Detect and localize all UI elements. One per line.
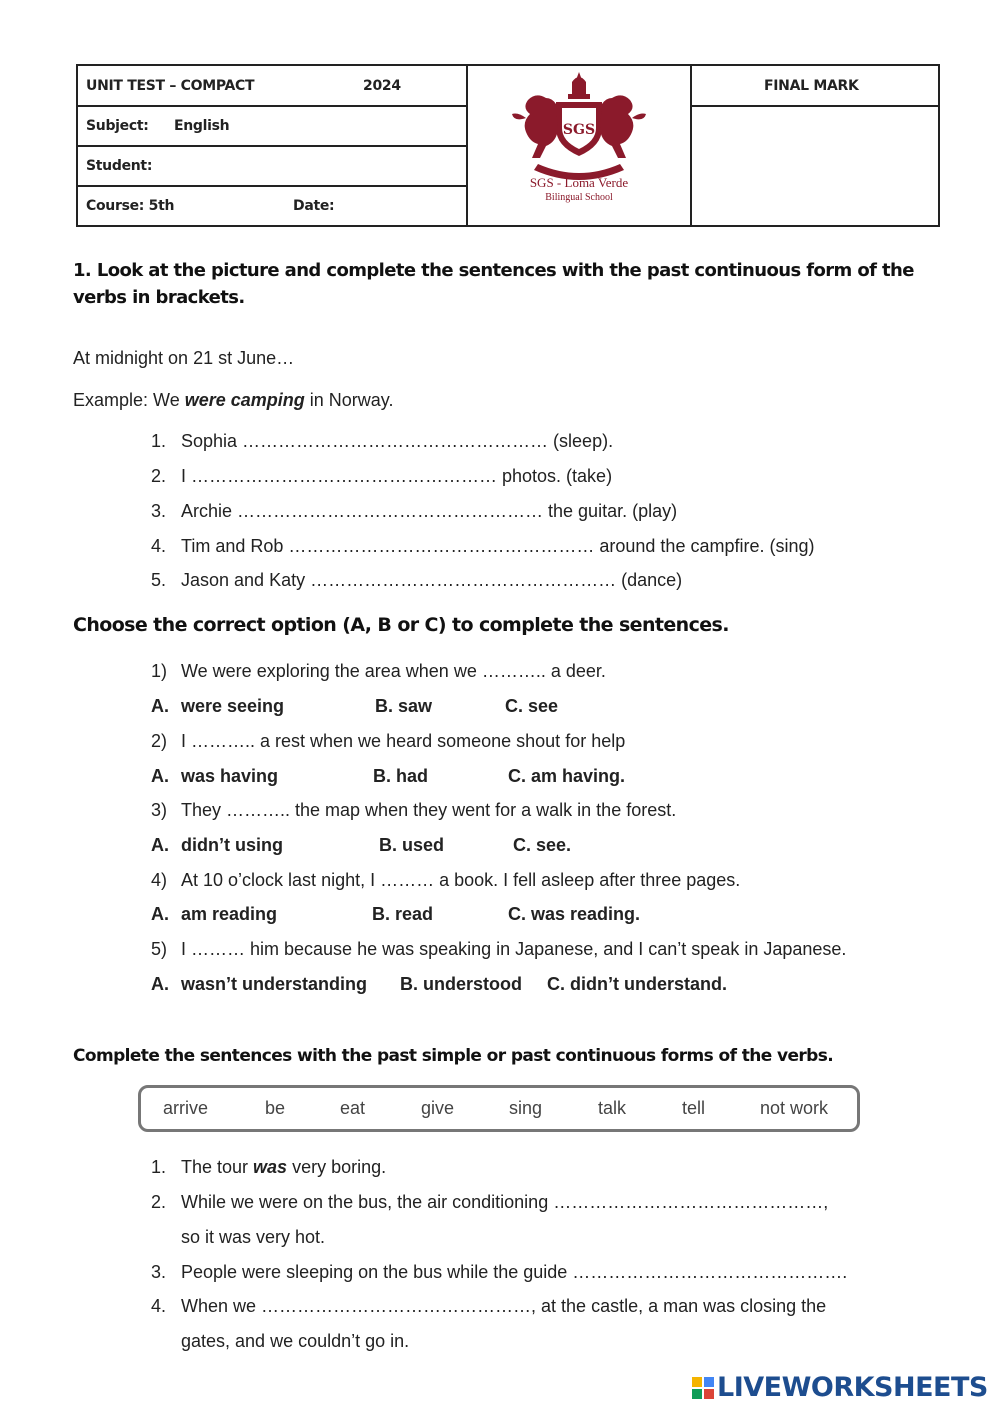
- s3-item-text[interactable]: People were sleeping on the bus while the guide ……………………………………….: [181, 1262, 848, 1282]
- word-bank-item: sing: [509, 1098, 543, 1118]
- header-divider: [690, 66, 692, 225]
- s3-item-num: 3.: [151, 1262, 167, 1282]
- test-title: UNIT TEST – COMPACT: [86, 78, 255, 94]
- s3-item-example: [181, 1157, 386, 1178]
- header-row-line: [78, 105, 468, 107]
- section2-heading: Choose the correct option (A, B or C) to complete the sentences.: [73, 614, 729, 636]
- option-a-prefix: A.: [151, 766, 169, 786]
- word-bank-item: talk: [598, 1098, 627, 1118]
- s3-item-text[interactable]: When we ………………………………………, at the castle, a man was closing the: [181, 1296, 827, 1316]
- word-bank-item: be: [265, 1098, 286, 1118]
- option-a[interactable]: didn’t using: [181, 835, 283, 855]
- option-c[interactable]: C. am having.: [508, 766, 626, 786]
- s3-item-text-cont: so it was very hot.: [181, 1227, 326, 1247]
- s3-item-text[interactable]: While we were on the bus, the air conditioning ………………………………………,: [181, 1192, 829, 1212]
- s1-item-num: 2.: [151, 466, 167, 486]
- word-bank: [138, 1085, 860, 1132]
- subject-label: Subject:: [86, 118, 149, 134]
- subject-value: English: [174, 118, 230, 134]
- s1-item-text[interactable]: Archie …………………………………………… the guitar. (play): [181, 501, 678, 521]
- option-b[interactable]: B. understood: [400, 974, 522, 994]
- option-c[interactable]: C. was reading.: [508, 904, 641, 924]
- s1-item-text[interactable]: I …………………………………………… photos. (take): [181, 466, 613, 486]
- test-year: 2024: [363, 78, 401, 94]
- s1-item-num: 3.: [151, 501, 167, 521]
- option-a-prefix: A.: [151, 696, 169, 716]
- s3-item-num: 1.: [151, 1157, 167, 1177]
- s2-question-num: 1): [151, 661, 168, 681]
- word-bank-item: not work: [760, 1098, 829, 1118]
- option-a[interactable]: was having: [181, 766, 279, 786]
- option-a[interactable]: were seeing: [181, 696, 285, 716]
- option-c[interactable]: C. see.: [513, 835, 572, 855]
- header-row-line: [78, 185, 468, 187]
- liveworksheets-brand[interactable]: LIVEWORKSHEETS: [717, 1372, 988, 1403]
- option-a[interactable]: wasn’t understanding: [181, 974, 368, 994]
- s1-item-num: 4.: [151, 536, 167, 556]
- header-table: [76, 64, 940, 227]
- school-logo: [468, 68, 690, 225]
- example-answer: were camping: [184, 390, 305, 410]
- s2-question-num: 2): [151, 731, 168, 751]
- header-row-line: [78, 145, 468, 147]
- section1-intro: At midnight on 21 st June…: [73, 348, 295, 368]
- section1-example: [73, 390, 393, 411]
- option-c[interactable]: C. see: [505, 696, 559, 716]
- student-label: Student:: [86, 158, 153, 174]
- option-b[interactable]: B. used: [379, 835, 445, 855]
- s2-question-num: 5): [151, 939, 168, 959]
- s2-question-text: We were exploring the area when we ……….. a deer.: [181, 661, 606, 681]
- option-a-prefix: A.: [151, 974, 169, 994]
- liveworksheets-logo-icon: [692, 1377, 714, 1399]
- s1-item-text[interactable]: Jason and Katy …………………………………………… (dance): [181, 570, 683, 590]
- word-bank-item: arrive: [163, 1098, 209, 1118]
- word-bank-item: give: [421, 1098, 455, 1118]
- s3-item-text-cont: gates, and we couldn’t go in.: [181, 1331, 410, 1351]
- section1-heading-line2: verbs in brackets.: [73, 287, 245, 308]
- s2-question-text: I ……….. a rest when we heard someone shout for help: [181, 731, 626, 751]
- word-bank-item: tell: [682, 1098, 706, 1118]
- school-name: SGS - Loma Verde: [529, 175, 629, 190]
- s3-example-suffix: very boring.: [287, 1157, 387, 1177]
- s2-question-text: I ……… him because he was speaking in Japanese, and I can’t speak in Japanese.: [181, 939, 847, 959]
- section3-heading: Complete the sentences with the past simple or past continuous forms of the verbs.: [73, 1046, 834, 1066]
- s2-question-text: At 10 o’clock last night, I ……… a book. I fell asleep after three pages.: [181, 870, 741, 890]
- option-b[interactable]: B. had: [373, 766, 429, 786]
- section1-heading-line1: 1. Look at the picture and complete the sentences with the past continuous form of the: [73, 260, 914, 281]
- s3-example-prefix: The tour: [181, 1157, 254, 1177]
- final-mark-label: FINAL MARK: [764, 78, 859, 94]
- option-c[interactable]: C. didn’t understand.: [547, 974, 727, 994]
- option-a[interactable]: am reading: [181, 904, 278, 924]
- option-b[interactable]: B. read: [372, 904, 434, 924]
- s2-question-text: They ……….. the map when they went for a walk in the forest.: [181, 800, 677, 820]
- word-bank-item: eat: [340, 1098, 366, 1118]
- s3-example-answer: was: [253, 1157, 288, 1177]
- s1-item-text[interactable]: Tim and Rob …………………………………………… around the campfire. (sing): [181, 536, 815, 556]
- header-row-line: [690, 105, 940, 107]
- example-suffix: in Norway.: [304, 390, 394, 410]
- date-label: Date:: [293, 198, 335, 214]
- example-prefix: Example: We: [73, 390, 185, 410]
- course-label: Course: 5th: [86, 198, 175, 214]
- school-subtitle: Bilingual School: [545, 192, 613, 203]
- s1-item-text[interactable]: Sophia …………………………………………… (sleep).: [181, 431, 614, 451]
- s3-item-num: 4.: [151, 1296, 167, 1316]
- option-a-prefix: A.: [151, 904, 169, 924]
- s2-question-num: 3): [151, 800, 168, 820]
- s1-item-num: 5.: [151, 570, 167, 590]
- option-a-prefix: A.: [151, 835, 169, 855]
- s3-item-num: 2.: [151, 1192, 167, 1212]
- crest-monogram: SGS: [562, 122, 596, 138]
- s2-question-num: 4): [151, 870, 168, 890]
- s1-item-num: 1.: [151, 431, 167, 451]
- option-b[interactable]: B. saw: [375, 696, 433, 716]
